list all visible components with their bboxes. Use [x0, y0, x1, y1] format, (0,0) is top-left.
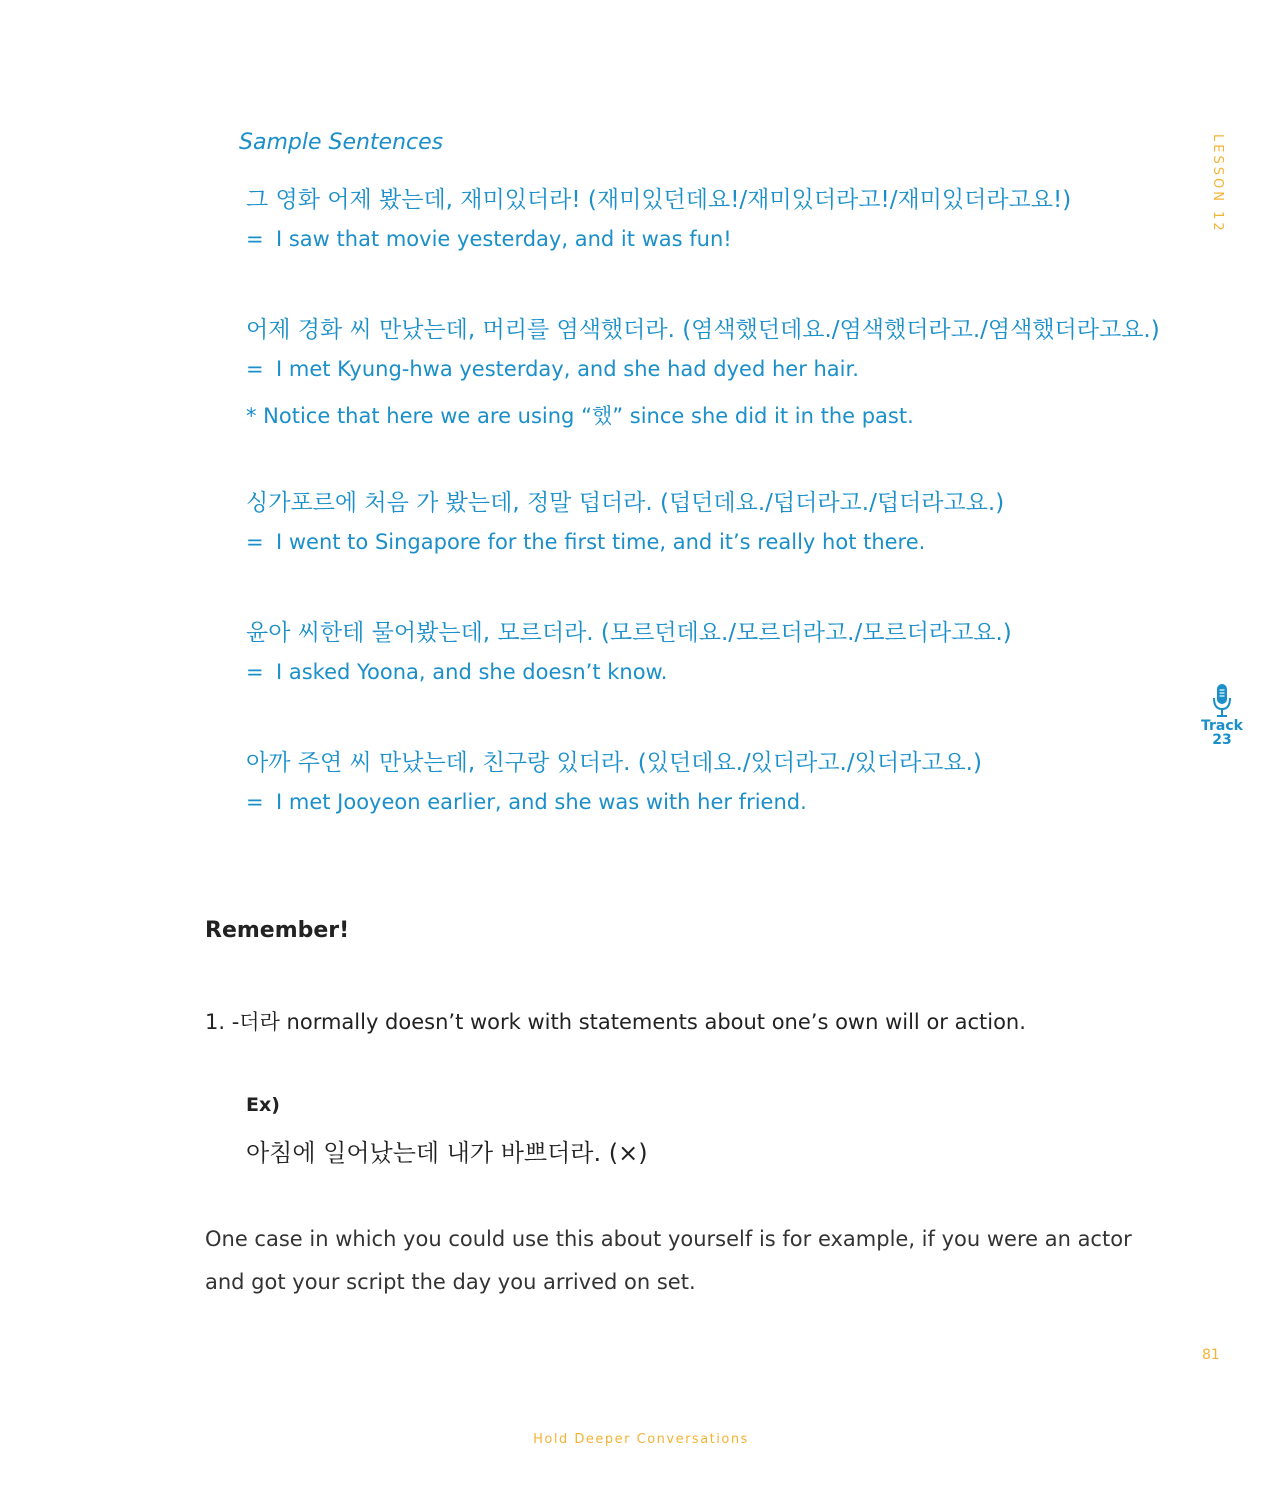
grammar-note: * Notice that here we are using “했” since she did it in the past.	[246, 404, 914, 428]
example-sentence: 아침에 일어났는데 내가 바쁘더라. (×)	[246, 1139, 648, 1167]
translation-text: I met Kyung-hwa yesterday, and she had dyed her hair.	[276, 357, 859, 381]
english-translation	[246, 660, 667, 684]
rule-item-1: 1. -더라 normally doesn’t work with statements about one’s own will or action.	[205, 1010, 1026, 1034]
korean-sentence: 싱가포르에 처음 가 봤는데, 정말 덥더라. (덥던데요./덥더라고./덥더라고요.)	[246, 490, 1005, 516]
equals-sign: =	[246, 660, 264, 684]
korean-sentence: 그 영화 어제 봤는데, 재미있더라! (재미있던데요!/재미있더라고!/재미있더라고요!)	[246, 187, 1072, 213]
equals-sign: =	[246, 227, 264, 251]
translation-text: I met Jooyeon earlier, and she was with her friend.	[276, 790, 807, 814]
translation-text: I went to Singapore for the first time, and it’s really hot there.	[276, 530, 926, 554]
microphone-icon	[1211, 683, 1233, 719]
explanation-paragraph: One case in which you could use this about yourself is for example, if you were an actor and got your script the day you arrived on set.	[205, 1227, 1132, 1294]
translation-text: I asked Yoona, and she doesn’t know.	[276, 660, 668, 684]
audio-track-link[interactable]	[1198, 683, 1246, 747]
english-translation	[246, 357, 859, 381]
english-translation	[246, 790, 807, 814]
track-label: Track	[1201, 718, 1243, 734]
remember-heading: Remember!	[205, 918, 350, 943]
equals-sign: =	[246, 357, 264, 381]
equals-sign: =	[246, 530, 264, 554]
equals-sign: =	[246, 790, 264, 814]
track-number: 23	[1212, 732, 1232, 748]
korean-sentence: 윤아 씨한테 물어봤는데, 모르더라. (모르던데요./모르더라고./모르더라고요.)	[246, 620, 1012, 646]
english-translation	[246, 530, 925, 554]
sample-sentences-heading: Sample Sentences	[239, 130, 444, 155]
korean-sentence: 아까 주연 씨 만났는데, 친구랑 있더라. (있던데요./있더라고./있더라고요.)	[246, 750, 982, 776]
lesson-side-label: LESSON 12	[1210, 134, 1225, 234]
example-label: Ex)	[246, 1094, 280, 1116]
english-translation	[246, 227, 732, 251]
footer-title: Hold Deeper Conversations	[533, 1432, 749, 1447]
translation-text: I saw that movie yesterday, and it was fun!	[276, 227, 732, 251]
page-number: 81	[1202, 1347, 1220, 1363]
korean-sentence: 어제 경화 씨 만났는데, 머리를 염색했더라. (염색했던데요./염색했더라고./염색했더라고요.)	[246, 317, 1160, 343]
